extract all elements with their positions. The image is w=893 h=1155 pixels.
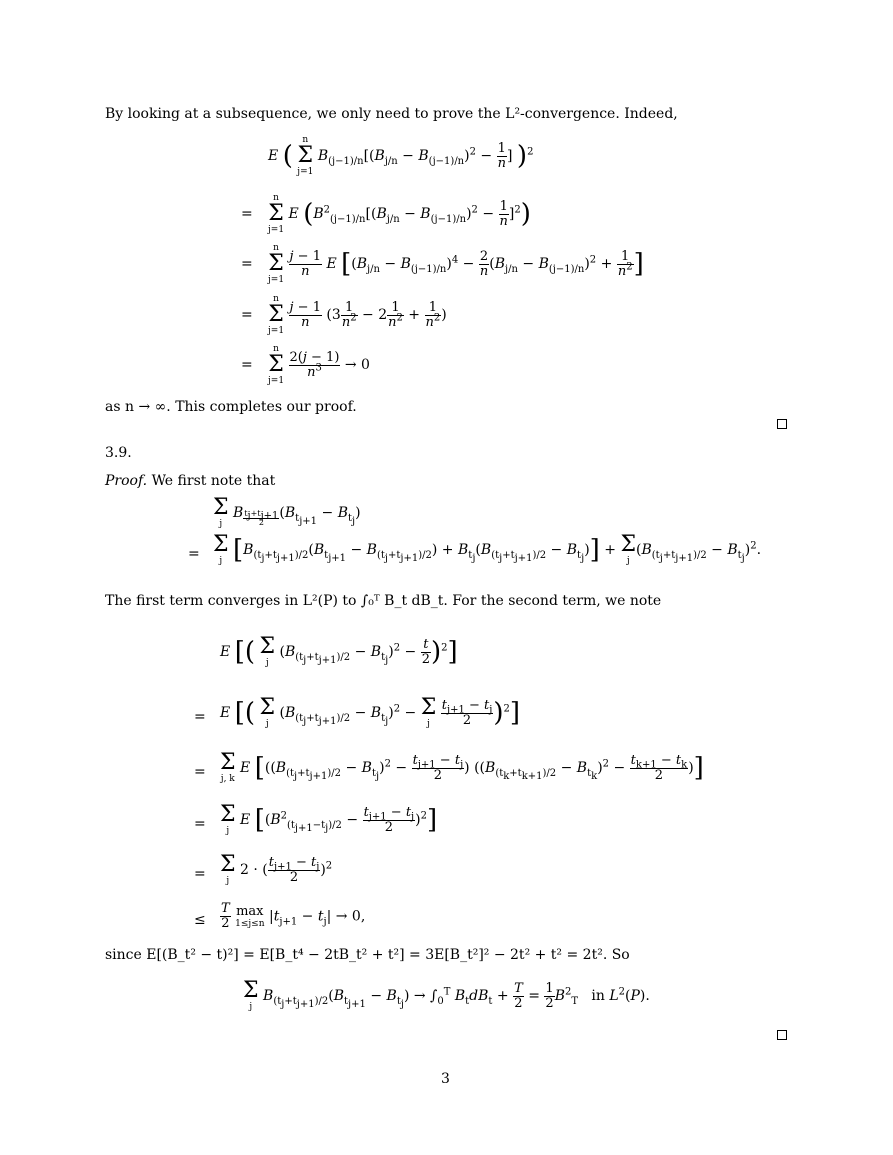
since-text: since E[(B_t² − t)²] = E[B_t⁴ − 2tB_t² + t²] = 3E[B_t²]² − 2t² + t² = 2t². So [105,947,630,963]
eq1-line4: n Σ j=1 $\frac{j - 1}{n}$ (3 $\frac{1}{n^2}$ − 2 $\frac{1}{n^2}$ + $\frac{1}{n^2}$ ) [268,294,447,336]
section-heading: 3.9. [105,445,132,461]
eq3-line5: Σ j 2 · ( $\frac{t_{j+1} - t_j}{2}$ )$^2$ [220,852,333,886]
conclusion-text: as n → ∞. This completes our proof. [105,399,357,415]
eq3-line1: E [( Σ j $(B_{(t_j+t_{j+1})/2} - B_{t_j})^2$ − $\frac{t}{2}$ )$^2$] [220,634,458,668]
eq3-rel-5: = [194,866,206,882]
eq3-line4: Σ j E [($B^2_{(t_{j+1}-t_j)/2}$ − $\frac{t_{j+1} - t_j}{2}$ )$^2$] [220,802,438,836]
eq4-line: Σ j $B_{(t_j+t_{j+1})/2}(B_{t_{j+1}} - B_{t_j}) \to \int_0^T$ $B_tdB_t$ + $\frac{T}{2}$ = $\frac{1}{2}$ $B^2_T$ in $L^2(P)$. [243,978,650,1012]
eq2-line1: Σ j B $_{\frac{t_j+t_{j+1}}{2}}$ $(B_{t_{j+1}} - B_{t_j})$ [213,495,361,529]
qed-square-1 [777,419,787,429]
eq2-rel: = [188,546,200,562]
eq2-line2: Σ j $[B_{(t_j+t_{j+1})/2}(B_{t_{j+1}} - B_{(t_j+t_{j+1})/2}) + B_{t_j}(B_{(t_j+t_{j+1})/2} - B_{t_j})]$ + Σ j $(B_{(t_j+t_{j+1})/2} - B_{t_j})^2$. [213,532,762,566]
eq1-line1: E ( n Σ j=1 $B_{(j-1)/n}[(B_{j/n} - B_{(j-1)/n})^2$ − $\frac{1}{n}$ ] )$^2$ [268,135,534,177]
intro-paragraph [105,105,678,123]
eq1-line3: n Σ j=1 $\frac{j - 1}{n}$ E [$(B_{j/n} - B_{(j-1)/n})^4$ − $\frac{2}{n}$ $(B_{j/n} - B_{(j-1)/n})^2$ + $\frac{1}{n^2}$ ] [268,243,644,285]
conclusion-paragraph [105,398,357,416]
since-paragraph [105,946,630,964]
eq1-rel-5: = [241,357,253,373]
intro-text: By looking at a subsequence, we only need to prove the L²-convergence. Indeed, [105,106,678,122]
eq3-line2: E [( Σ j $(B_{(t_j+t_{j+1})/2} - B_{t_j})^2$ − Σ j $\frac{t_{j+1} - t_j}{2}$ )$^2$] [220,695,521,729]
eq1-line5: n Σ j=1 $\frac{2(j - 1)}{n^3}$ → 0 [268,344,370,386]
eq1-rel-3: = [241,256,253,272]
qed-square-2 [777,1030,787,1040]
eq3-rel-2: = [194,709,206,725]
eq3-rel-3: = [194,764,206,780]
first-term-text: The first term converges in L²(P) to ∫₀ᵀ B_t dB_t. For the second term, we note [105,593,662,609]
eq1-rel-4: = [241,307,253,323]
eq3-rel-6: ≤ [194,912,206,928]
first-term-paragraph [105,592,661,610]
proof-text: We first note that [151,473,276,489]
eq3-line3: Σ j, k E [($(B_{(t_j+t_{j+1})/2} - B_{t_j})^2$ − $\frac{t_{j+1} - t_j}{2}$ ) ($(B_{(t_k+t_{k+1})/2} - B_{t_k})^2$ − $\frac{t_{k+1} - t_k}{2}$ )] [220,750,704,784]
page-number: 3 [441,1071,450,1087]
proof-label: Proof. [105,473,148,489]
proof-paragraph [105,472,275,490]
eq3-line6: $\frac{T}{2}$ max 1≤j≤n $|t_{j+1} - t_j| \to 0$, [221,901,366,931]
eq3-rel-4: = [194,816,206,832]
eq1-rel-2: = [241,206,253,222]
eq1-line2: n Σ j=1 E ($B^2_{(j-1)/n}[(B_{j/n} - B_{(j-1)/n})^2$ − $\frac{1}{n}$ ]$^2$) [268,193,531,235]
